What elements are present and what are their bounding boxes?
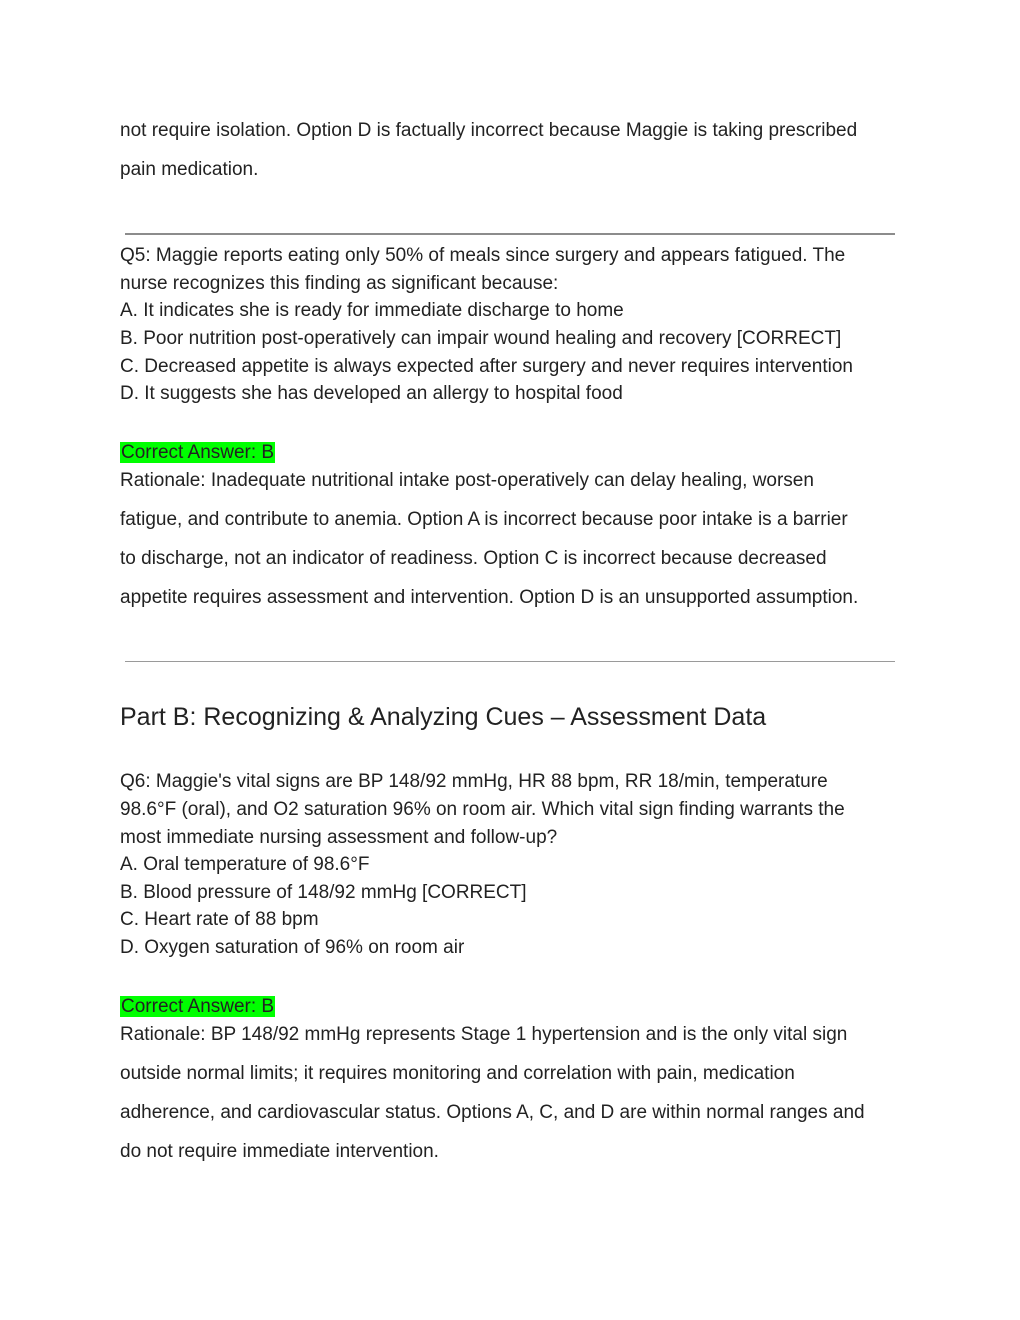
section-heading: Part B: Recognizing & Analyzing Cues – Assessment Data: [120, 703, 767, 731]
q5-option-a: A. It indicates she is ready for immediate discharge to home: [120, 300, 624, 321]
q5-option-d: D. It suggests she has developed an allergy to hospital food: [120, 383, 623, 404]
q6-stem-line: 98.6°F (oral), and O2 saturation 96% on room air. Which vital sign finding warrants the: [120, 799, 845, 820]
q6-option-c: C. Heart rate of 88 bpm: [120, 909, 319, 930]
q6-stem-line: Q6: Maggie's vital signs are BP 148/92 mmHg, HR 88 bpm, RR 18/min, temperature: [120, 771, 828, 792]
prev-rationale-line: not require isolation. Option D is factually incorrect because Maggie is taking prescribed: [120, 120, 858, 141]
section-divider: [125, 661, 895, 662]
q5-rationale-line: appetite requires assessment and intervention. Option D is an unsupported assumption.: [120, 587, 859, 608]
q5-stem-line: Q5: Maggie reports eating only 50% of meals since surgery and appears fatigued. The: [120, 245, 846, 266]
q6-correct-answer: [120, 996, 275, 1018]
q5-rationale-line: fatigue, and contribute to anemia. Option A is incorrect because poor intake is a barrier: [120, 509, 848, 530]
q5-stem-line: nurse recognizes this finding as significant because:: [120, 273, 559, 294]
q5-rationale-line: Rationale: Inadequate nutritional intake post-operatively can delay healing, worsen: [120, 470, 814, 491]
q6-rationale-line: Rationale: BP 148/92 mmHg represents Stage 1 hypertension and is the only vital sign: [120, 1024, 848, 1045]
q6-rationale-line: do not require immediate intervention.: [120, 1141, 439, 1162]
q5-option-b: B. Poor nutrition post-operatively can impair wound healing and recovery [CORRECT]: [120, 328, 842, 349]
answer-highlight: Correct Answer: B: [121, 442, 275, 463]
q6-rationale-line: adherence, and cardiovascular status. Options A, C, and D are within normal ranges and: [120, 1102, 865, 1123]
q6-rationale-line: outside normal limits; it requires monitoring and correlation with pain, medication: [120, 1063, 795, 1084]
answer-highlight: Correct Answer: B: [121, 996, 275, 1017]
section-divider: [125, 233, 895, 235]
q6-option-d: D. Oxygen saturation of 96% on room air: [120, 937, 465, 958]
prev-rationale-line: pain medication.: [120, 159, 259, 180]
q5-rationale-line: to discharge, not an indicator of readiness. Option C is incorrect because decreased: [120, 548, 827, 569]
q6-option-a: A. Oral temperature of 98.6°F: [120, 854, 370, 875]
q6-stem-line: most immediate nursing assessment and follow-up?: [120, 827, 558, 848]
q6-option-b: B. Blood pressure of 148/92 mmHg [CORRECT]: [120, 882, 527, 903]
q5-correct-answer: [120, 442, 275, 464]
q5-option-c: C. Decreased appetite is always expected after surgery and never requires intervention: [120, 356, 853, 377]
